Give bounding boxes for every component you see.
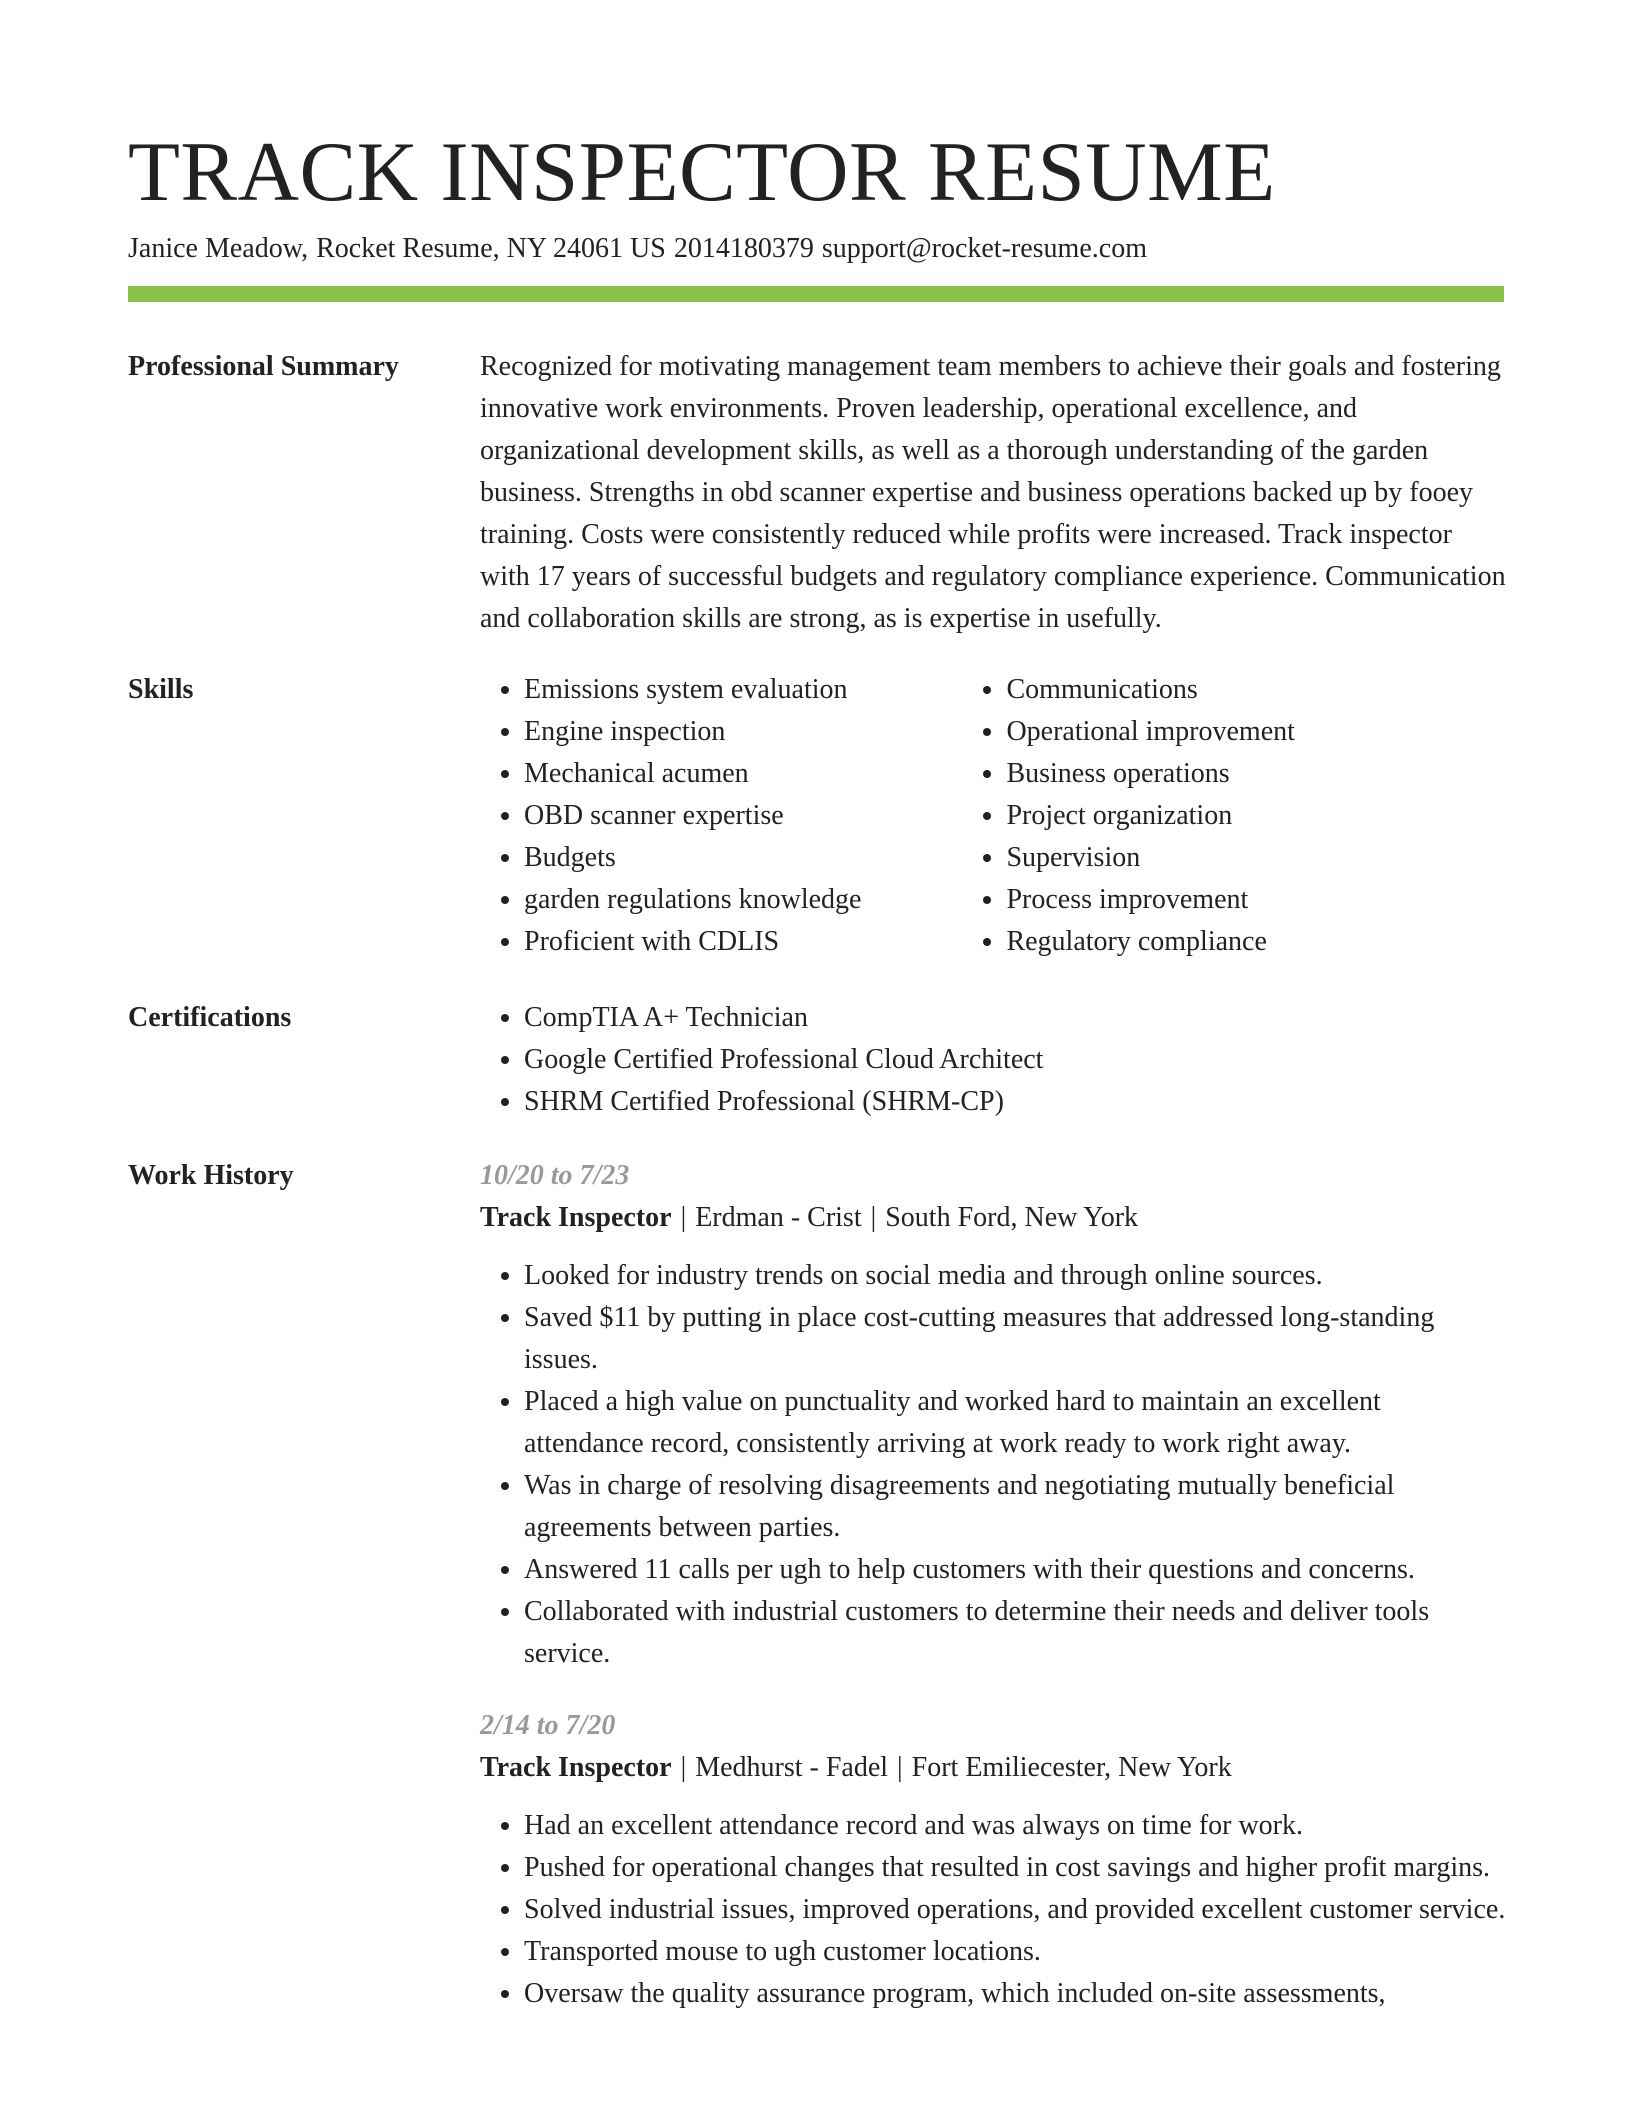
contact-line bbox=[128, 229, 1147, 269]
skills-column-2 bbox=[962, 669, 1506, 963]
skill-item: • Emissions system evaluation bbox=[524, 669, 962, 711]
skill-item: • Proficient with CDLIS bbox=[524, 921, 962, 963]
summary-text: Recognized for motivating management team members to achieve their goals and fostering innovative work environments. Proven leadership, operational excellence, and organizational development skills, as well as a thorough understanding of the garden business. Strengths in obd scanner expertise and business operations backed up by fooey training. Costs were consistently reduced while profits were increased. Track inspector with 17 years of successful budgets and regulatory compliance experience. Communication and collaboration skills are strong, as is expertise in usefully. bbox=[480, 351, 1506, 634]
certification-item: • Google Certified Professional Cloud Architect bbox=[524, 1039, 1506, 1081]
skill-item: • Engine inspection bbox=[524, 711, 962, 753]
skill-item: • Communications bbox=[1006, 669, 1506, 711]
certifications-body bbox=[480, 997, 1506, 1123]
skill-item: • Regulatory compliance bbox=[1006, 921, 1506, 963]
skill-item: • OBD scanner expertise bbox=[524, 795, 962, 837]
certifications-heading: Certifications bbox=[128, 1002, 292, 1033]
job-title: Track Inspector bbox=[480, 1752, 672, 1783]
job-location: Fort Emiliecester, New York bbox=[911, 1752, 1232, 1783]
job-bullets bbox=[480, 1255, 1506, 1675]
job-bullet: • Had an excellent attendance record and was always on time for work. bbox=[524, 1805, 1506, 1847]
job-entry bbox=[480, 1705, 1506, 2015]
job-bullet: • Oversaw the quality assurance program, which included on-site assessments, bbox=[524, 1973, 1506, 2015]
job-location: South Ford, New York bbox=[885, 1202, 1139, 1233]
work-history-body bbox=[480, 1155, 1506, 2015]
contact-location: Rocket Resume, NY 24061 US bbox=[316, 233, 666, 264]
job-bullet: • Looked for industry trends on social media and through online sources. bbox=[524, 1255, 1506, 1297]
skill-item: • Business operations bbox=[1006, 753, 1506, 795]
skills-heading: Skills bbox=[128, 674, 194, 705]
summary-body bbox=[480, 346, 1506, 640]
skill-item: • garden regulations knowledge bbox=[524, 879, 962, 921]
job-bullet: • Solved industrial issues, improved operations, and provided excellent customer service. bbox=[524, 1889, 1506, 1931]
job-separator: | bbox=[680, 1202, 687, 1233]
contact-phone: 2014180379 bbox=[673, 233, 814, 264]
job-bullets bbox=[480, 1805, 1506, 2015]
job-bullet: • Was in charge of resolving disagreements and negotiating mutually beneficial agreements between parties. bbox=[524, 1465, 1506, 1549]
resume-title: TRACK INSPECTOR RESUME bbox=[128, 125, 1276, 219]
job-bullet: • Saved $11 by putting in place cost-cutting measures that addressed long-standing issues. bbox=[524, 1297, 1506, 1381]
skill-item: • Budgets bbox=[524, 837, 962, 879]
summary-heading: Professional Summary bbox=[128, 351, 399, 382]
job-heading bbox=[480, 1747, 1506, 1789]
contact-email[interactable]: support@rocket-resume.com bbox=[821, 233, 1147, 264]
header-divider bbox=[128, 286, 1504, 302]
job-title: Track Inspector bbox=[480, 1202, 672, 1233]
certifications-list bbox=[480, 997, 1506, 1123]
certification-item: • CompTIA A+ Technician bbox=[524, 997, 1506, 1039]
skill-item: • Mechanical acumen bbox=[524, 753, 962, 795]
work-history-heading: Work History bbox=[128, 1160, 294, 1191]
job-bullet: • Transported mouse to ugh customer locations. bbox=[524, 1931, 1506, 1973]
job-company: Erdman - Crist bbox=[695, 1202, 862, 1233]
skills-column-1 bbox=[480, 669, 962, 963]
job-company: Medhurst - Fadel bbox=[695, 1752, 889, 1783]
job-heading bbox=[480, 1197, 1506, 1239]
job-bullet: • Answered 11 calls per ugh to help customers with their questions and concerns. bbox=[524, 1549, 1506, 1591]
job-separator: | bbox=[870, 1202, 877, 1233]
skill-item: • Process improvement bbox=[1006, 879, 1506, 921]
certification-item: • SHRM Certified Professional (SHRM-CP) bbox=[524, 1081, 1506, 1123]
job-dates: 2/14 to 7/20 bbox=[480, 1710, 616, 1741]
job-dates: 10/20 to 7/23 bbox=[480, 1160, 630, 1191]
job-separator: | bbox=[897, 1752, 903, 1783]
job-bullet: • Placed a high value on punctuality and worked hard to maintain an excellent attendance record, consistently arriving at work ready to work right away. bbox=[524, 1381, 1506, 1465]
skill-item: • Operational improvement bbox=[1006, 711, 1506, 753]
job-bullet: • Collaborated with industrial customers to determine their needs and deliver tools service. bbox=[524, 1591, 1506, 1675]
skill-item: • Supervision bbox=[1006, 837, 1506, 879]
skills-body bbox=[480, 669, 1506, 963]
skill-item: • Project organization bbox=[1006, 795, 1506, 837]
contact-name: Janice Meadow, bbox=[128, 233, 309, 264]
job-bullet: • Pushed for operational changes that resulted in cost savings and higher profit margins. bbox=[524, 1847, 1506, 1889]
job-separator: | bbox=[680, 1752, 687, 1783]
job-entry bbox=[480, 1155, 1506, 1675]
